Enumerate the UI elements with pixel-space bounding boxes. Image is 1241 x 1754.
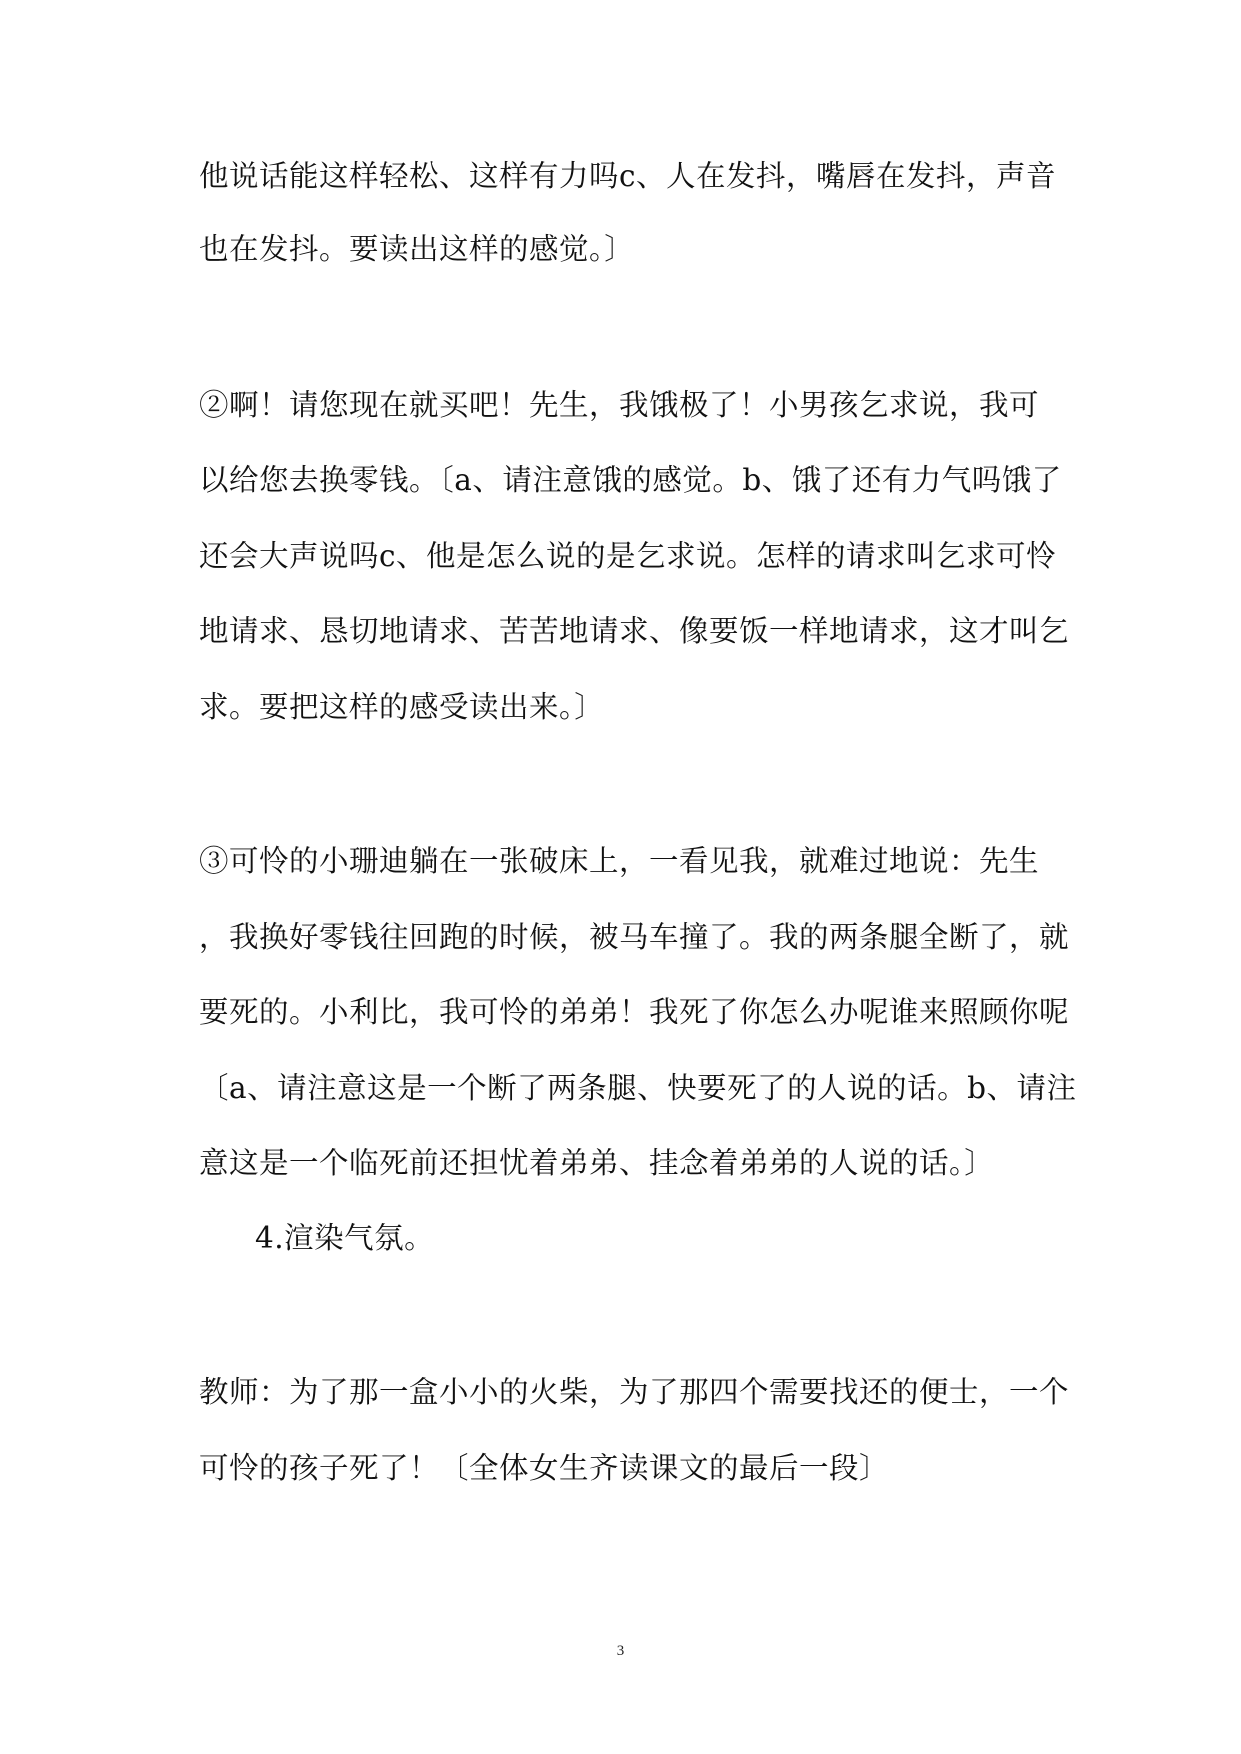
- text-line-13: 教师：为了那一盒小小的火柴，为了那四个需要找还的便士，一个: [199, 1375, 1070, 1409]
- text-line-5: 还会大声说吗c、他是怎么说的是乞求说。怎样的请求叫乞求可怜: [199, 539, 1057, 573]
- text-line-6: 地请求、恳切地请求、苦苦地请求、像要饭一样地请求，这才叫乞: [199, 614, 1070, 648]
- text-line-14: 可怜的孩子死了！〔全体女生齐读课文的最后一段〕: [199, 1451, 890, 1485]
- text-line-12: 意这是一个临死前还担忧着弟弟、挂念着弟弟的人说的话。〕: [199, 1146, 995, 1180]
- text-line-7: 求。要把这样的感受读出来。〕: [199, 690, 605, 724]
- text-line-3: ②啊！请您现在就买吧！先生，我饿极了！小男孩乞求说，我可: [199, 388, 1040, 422]
- text-line-11: 〔a、请注意这是一个断了两条腿、快要死了的人说的话。b、请注: [199, 1071, 1077, 1105]
- text-line-2: 也在发抖。要读出这样的感觉。〕: [199, 232, 635, 266]
- text-line-1: 他说话能这样轻松、这样有力吗c、人在发抖，嘴唇在发抖，声音: [199, 159, 1057, 193]
- text-line-9: ，我换好零钱往回跑的时候，被马车撞了。我的两条腿全断了，就: [199, 920, 1070, 954]
- section-heading: 4.渲染气氛。: [255, 1221, 435, 1255]
- text-line-4: 以给您去换零钱。〔a、请注意饿的感觉。b、饿了还有力气吗饿了: [199, 463, 1062, 497]
- page-number: 3: [616, 1643, 625, 1659]
- text-line-8: ③可怜的小珊迪躺在一张破床上，一看见我，就难过地说：先生: [199, 844, 1040, 878]
- text-line-10: 要死的。小利比，我可怜的弟弟！我死了你怎么办呢谁来照顾你呢: [199, 995, 1070, 1029]
